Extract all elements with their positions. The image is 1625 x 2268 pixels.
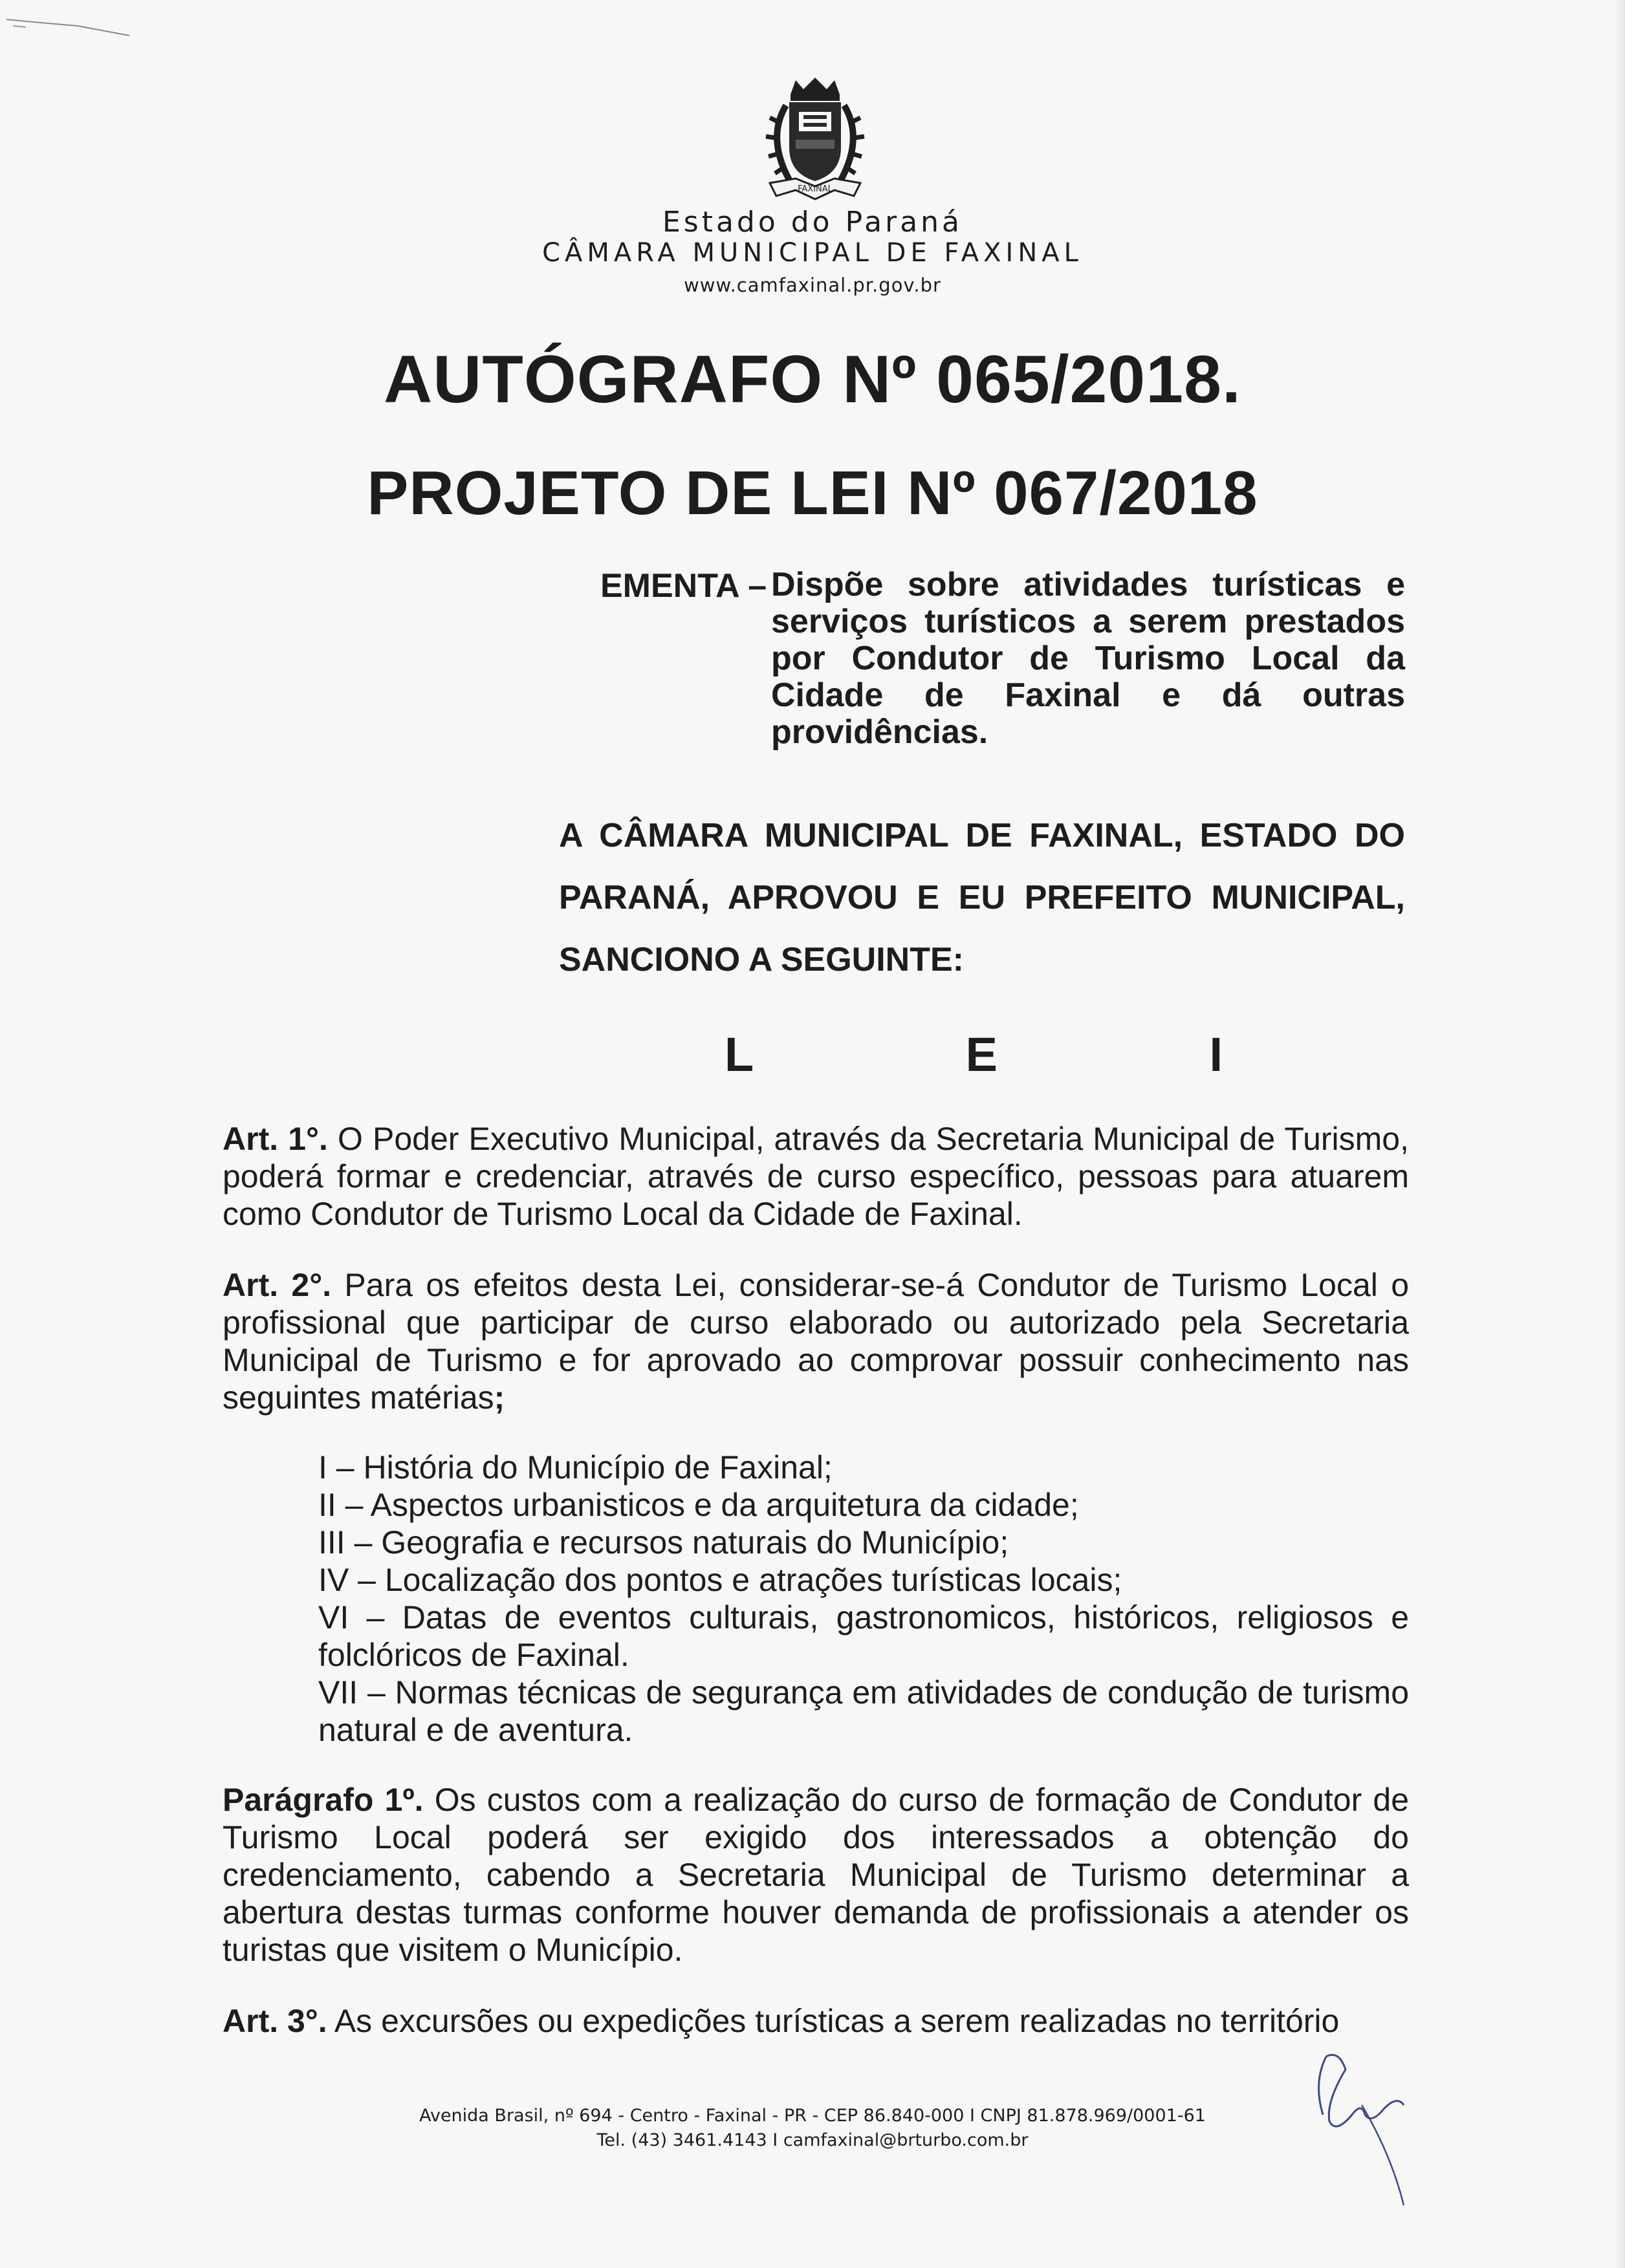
article-2 — [223, 1266, 1409, 1416]
list-item: III – Geografia e recursos naturais do Município; — [318, 1524, 1009, 1561]
footer-address: Avenida Brasil, nº 694 - Centro - Faxinal - PR - CEP 86.840-000 I CNPJ 81.878.969/0001-61 — [419, 2106, 1206, 2126]
ementa-text: Dispõe sobre atividades turísticas e serviços turísticos a serem prestados por Condutor de Turismo Local da Cidade de Faxinal e dá outras providências. — [771, 566, 1405, 751]
lei-heading — [725, 1027, 1223, 1082]
article-2-label: Art. 2°. — [223, 1267, 332, 1303]
article-3-label: Art. 3°. — [223, 2003, 327, 2039]
article-2-text: Para os efeitos desta Lei, considerar-se-á Condutor de Turismo Local o profissional que participar de curso elaborado ou autorizado pela Secretaria Municipal de Turismo e for aprovado ao comprovar possuir conhecimento nas seguintes matérias — [223, 1267, 1409, 1416]
article-1 — [223, 1120, 1409, 1233]
header-organization: CÂMARA MUNICIPAL DE FAXINAL — [542, 238, 1083, 268]
scan-edge-shadow — [1613, 0, 1625, 2268]
article-3 — [223, 2002, 1409, 2040]
paragrafo-1-text: Os custos com a realização do curso de formação de Condutor de Turismo Local poderá ser exigido dos interessados a obtenção do credenciamento, cabendo a Secretaria Municipal de Turismo determinar a abertura destas turmas conforme houver demanda de profissionais a atender os turistas que visitem o Município. — [223, 1782, 1410, 1968]
article-1-label: Art. 1°. — [223, 1121, 328, 1157]
footer-contact: Tel. (43) 3461.4143 I camfaxinal@brturbo.com.br — [596, 2130, 1029, 2150]
lei-letter: E — [965, 1028, 998, 1081]
list-item: VI – Datas de eventos culturais, gastronomicos, históricos, religiosos e folclóricos de Faxinal. — [318, 1599, 1409, 1673]
paragrafo-1 — [223, 1781, 1409, 1969]
preamble: A CÂMARA MUNICIPAL DE FAXINAL, ESTADO DO PARANÁ, APROVOU E EU PREFEITO MUNICIPAL, SANCIONO A SEGUINTE: — [559, 817, 1405, 978]
article-3-text: As excursões ou expedições turísticas a serem realizadas no território — [327, 2003, 1340, 2039]
signature-initials — [1300, 2044, 1449, 2212]
list-item: IV – Localização dos pontos e atrações turísticas locais; — [318, 1562, 1122, 1598]
header-website: www.camfaxinal.pr.gov.br — [684, 274, 941, 296]
scan-margin-mark — [0, 0, 149, 65]
article-1-text: O Poder Executivo Municipal, através da Secretaria Municipal de Turismo, poderá formar e credenciar, através de curso específico, pessoas para atuarem como Condutor de Turismo Local da Cidade de Faxinal. — [223, 1121, 1409, 1232]
header-state: Estado do Paraná — [662, 206, 963, 239]
article-2-list — [318, 1449, 1409, 1749]
lei-letter: I — [1209, 1028, 1223, 1081]
list-item: II – Aspectos urbanisticos e da arquitetura da cidade; — [318, 1487, 1079, 1523]
ementa-label: EMENTA – — [600, 567, 767, 605]
list-item: VII – Normas técnicas de segurança em atividades de condução de turismo natural e de aventura. — [318, 1674, 1409, 1748]
municipal-crest-icon — [750, 76, 880, 206]
title-autografo: AUTÓGRAFO Nº 065/2018. — [384, 342, 1241, 417]
paragrafo-1-label: Parágrafo 1º. — [223, 1782, 424, 1818]
crest-motto: FAXINAL — [798, 184, 833, 194]
article-2-trailing: ; — [494, 1379, 505, 1416]
list-item: I – História do Município de Faxinal; — [318, 1449, 833, 1485]
title-projeto-de-lei: PROJETO DE LEI Nº 067/2018 — [367, 459, 1258, 528]
lei-letter: L — [725, 1028, 754, 1081]
